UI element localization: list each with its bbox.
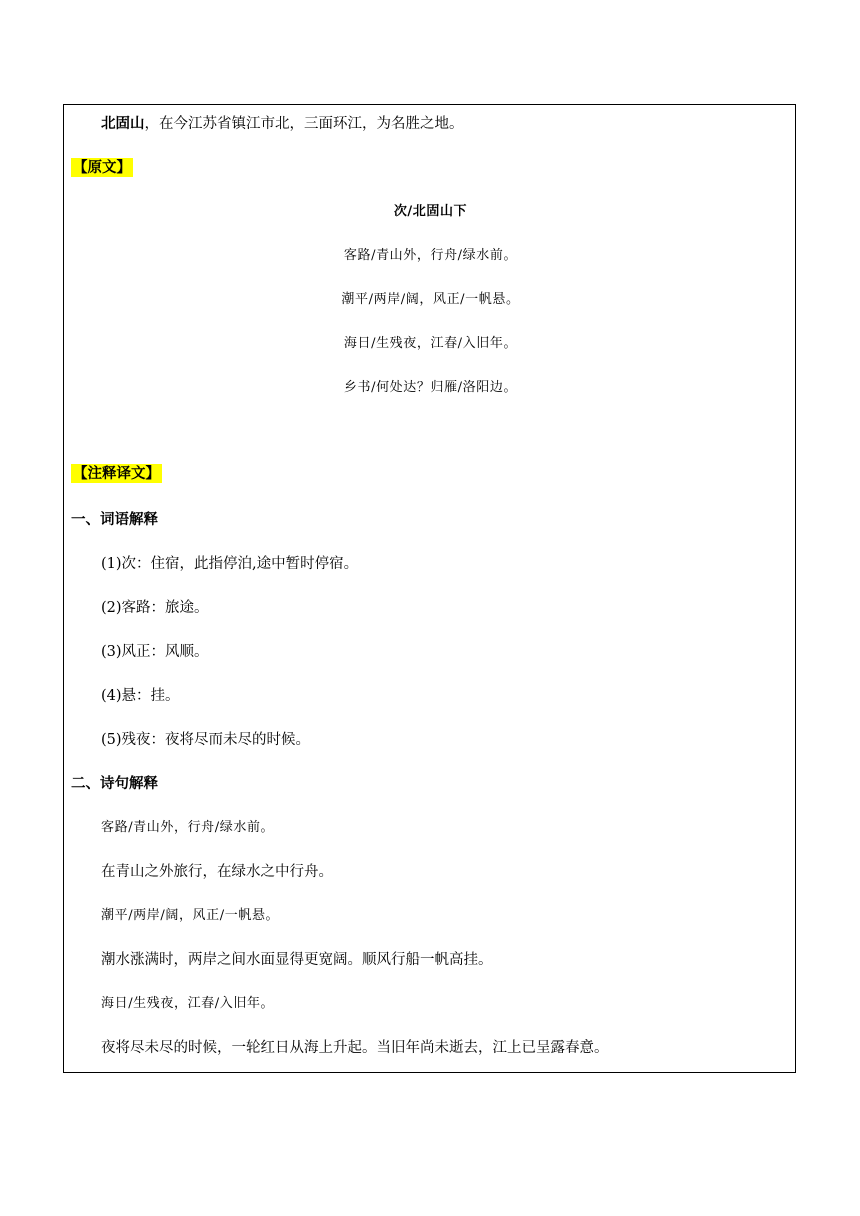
vocab-item: (3)风正：风顺。 — [101, 644, 209, 660]
vocab-item: (2)客路：旅途。 — [101, 600, 209, 616]
verse-line: 客路/青山外，行舟/绿水前。 — [101, 820, 275, 835]
vocab-item: (4)悬：挂。 — [101, 688, 180, 704]
vocab-item: (5)残夜：夜将尽而未尽的时候。 — [101, 732, 311, 748]
original-heading-label: 【原文】 — [73, 159, 131, 176]
notes-heading-label: 【注释译文】 — [73, 465, 160, 482]
intro-paragraph — [101, 114, 464, 134]
verse-translation: 在青山之外旅行，在绿水之中行舟。 — [101, 864, 333, 880]
verse-translation: 夜将尽未尽的时候，一轮红日从海上升起。当旧年尚未逝去，江上已呈露春意。 — [101, 1040, 609, 1056]
intro-term: 北固山 — [101, 115, 145, 132]
poem-title: 次/北固山下 — [393, 204, 468, 219]
poem-line-3: 海日/生残夜，江春/入旧年。 — [343, 336, 518, 351]
intro-description: ，在今江苏省镇江市北，三面环江，为名胜之地。 — [144, 116, 464, 132]
original-heading — [71, 158, 133, 178]
document-frame — [63, 104, 796, 1073]
vocab-heading: 一、词语解释 — [71, 511, 158, 528]
vocab-item: (1)次：住宿，此指停泊,途中暂时停宿。 — [101, 556, 359, 572]
poem-line-2: 潮平/两岸/阔，风正/一帆悬。 — [341, 292, 520, 307]
verse-line: 海日/生残夜，江春/入旧年。 — [101, 996, 275, 1011]
verse-heading: 二、诗句解释 — [71, 775, 158, 792]
poem-line-4: 乡书/何处达？归雁/洛阳边。 — [343, 380, 518, 395]
verse-translation: 潮水涨满时，两岸之间水面显得更宽阔。顺风行船一帆高挂。 — [101, 952, 493, 968]
notes-heading — [71, 464, 162, 484]
verse-line: 潮平/两岸/阔，风正/一帆悬。 — [101, 908, 280, 923]
poem-line-1: 客路/青山外，行舟/绿水前。 — [343, 248, 518, 263]
